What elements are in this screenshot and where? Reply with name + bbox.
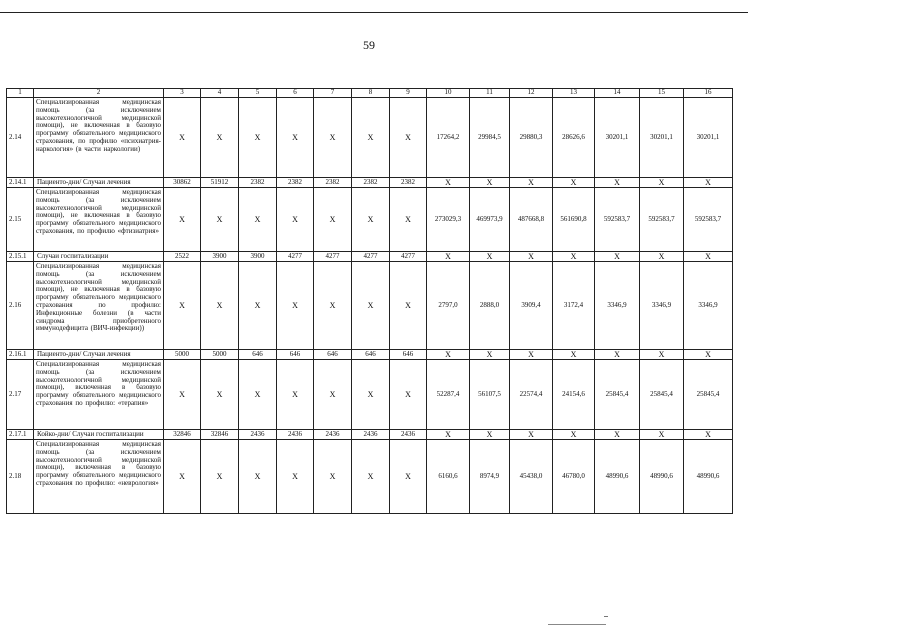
table-cell: X: [470, 430, 510, 440]
table-row: [7, 430, 733, 440]
column-number: 4: [201, 89, 239, 98]
column-number: 10: [427, 89, 470, 98]
data-table: [6, 88, 733, 514]
column-number: 5: [239, 89, 277, 98]
table-cell: 2382: [352, 178, 390, 188]
table-cell: 30201,1: [684, 98, 733, 178]
row-index: 2.14.1: [7, 178, 34, 188]
table-cell: 4277: [352, 252, 390, 262]
column-number: 1: [7, 89, 34, 98]
table-cell: 6160,6: [427, 440, 470, 514]
row-index: 2.16: [7, 262, 34, 350]
table-row: [7, 252, 733, 262]
table-cell: X: [390, 188, 427, 252]
row-index: 2.15.1: [7, 252, 34, 262]
column-number: 6: [277, 89, 314, 98]
table-cell: 24154,6: [553, 360, 595, 430]
table-cell: 646: [352, 350, 390, 360]
table-cell: 30201,1: [595, 98, 640, 178]
table-cell: X: [640, 430, 684, 440]
row-description: Специализированная медицинская помощь (за исключением высокотехнологичной медицинской помощи), не включенная в базовую программу обязательного медицинского страхования, по профилю «фтизиатрия»: [34, 188, 164, 252]
table-cell: 3346,9: [595, 262, 640, 350]
table-cell: 4277: [314, 252, 352, 262]
page-number: 59: [363, 38, 375, 52]
table-cell: X: [164, 98, 201, 178]
table-cell: 2436: [314, 430, 352, 440]
table-cell: X: [390, 262, 427, 350]
table-cell: 5000: [201, 350, 239, 360]
table-cell: 2382: [239, 178, 277, 188]
top-rule: [0, 12, 748, 13]
column-number: 12: [510, 89, 553, 98]
table-cell: 2888,0: [470, 262, 510, 350]
table-cell: X: [239, 262, 277, 350]
table-cell: X: [352, 360, 390, 430]
table-cell: 273029,3: [427, 188, 470, 252]
table-cell: 8974,9: [470, 440, 510, 514]
table-cell: 29984,5: [470, 98, 510, 178]
table-cell: X: [277, 98, 314, 178]
table-cell: X: [164, 188, 201, 252]
table-cell: 25845,4: [684, 360, 733, 430]
table-row: [7, 188, 733, 252]
table-cell: X: [277, 440, 314, 514]
row-unit-label: Пациенто-дни/ Случаи лечения: [34, 178, 164, 188]
table-cell: X: [277, 360, 314, 430]
table-cell: 2797,0: [427, 262, 470, 350]
table-cell: 48990,6: [640, 440, 684, 514]
row-index: 2.14: [7, 98, 34, 178]
table-cell: 29880,3: [510, 98, 553, 178]
row-index: 2.15: [7, 188, 34, 252]
table-cell: 3900: [201, 252, 239, 262]
table-cell: 646: [390, 350, 427, 360]
table-cell: X: [201, 440, 239, 514]
table-cell: X: [352, 262, 390, 350]
table-cell: X: [314, 188, 352, 252]
table-cell: X: [239, 360, 277, 430]
row-unit-label: Случаи госпитализации: [34, 252, 164, 262]
table-cell: 2382: [277, 178, 314, 188]
table-cell: X: [390, 360, 427, 430]
table-cell: X: [470, 350, 510, 360]
table-cell: X: [553, 252, 595, 262]
table-cell: 3346,9: [684, 262, 733, 350]
table-cell: X: [277, 262, 314, 350]
table-cell: 4277: [277, 252, 314, 262]
table-cell: 2382: [314, 178, 352, 188]
table-cell: X: [352, 98, 390, 178]
table-cell: X: [684, 430, 733, 440]
table-cell: X: [510, 252, 553, 262]
table-cell: X: [352, 188, 390, 252]
table-cell: X: [640, 252, 684, 262]
table-cell: 646: [277, 350, 314, 360]
table-cell: X: [510, 430, 553, 440]
table-cell: 561690,8: [553, 188, 595, 252]
table-cell: X: [553, 430, 595, 440]
table-cell: 4277: [390, 252, 427, 262]
table-cell: 30862: [164, 178, 201, 188]
table-cell: 2436: [239, 430, 277, 440]
table-cell: X: [314, 98, 352, 178]
column-number: 7: [314, 89, 352, 98]
table-cell: X: [427, 252, 470, 262]
table-cell: 52287,4: [427, 360, 470, 430]
row-description: Специализированная медицинская помощь (за исключением высокотехнологичной медицинской помощи), не включенная в базовую программу обязательного медицинского страхования по профилю: Инфекционные болезни (в части синдрома приобретенного иммунодефицита (ВИЧ-инфекции)): [34, 262, 164, 350]
table-row: [7, 350, 733, 360]
table-cell: X: [510, 178, 553, 188]
table-cell: X: [553, 178, 595, 188]
column-number: 9: [390, 89, 427, 98]
table-cell: 3172,4: [553, 262, 595, 350]
table-cell: X: [314, 440, 352, 514]
table-cell: 32846: [201, 430, 239, 440]
row-unit-label: Койко-дни/ Случаи госпитализации: [34, 430, 164, 440]
table-cell: 17264,2: [427, 98, 470, 178]
table-cell: 592583,7: [684, 188, 733, 252]
table-row: [7, 178, 733, 188]
table-cell: X: [640, 350, 684, 360]
table-cell: 30201,1: [640, 98, 684, 178]
table-cell: 25845,4: [595, 360, 640, 430]
table-cell: X: [201, 262, 239, 350]
table-cell: X: [427, 178, 470, 188]
table-cell: 3346,9: [640, 262, 684, 350]
table-cell: X: [201, 360, 239, 430]
table-cell: 48990,6: [684, 440, 733, 514]
table-cell: X: [553, 350, 595, 360]
table-cell: 646: [314, 350, 352, 360]
table-cell: X: [277, 188, 314, 252]
table-cell: 2382: [390, 178, 427, 188]
column-number: 14: [595, 89, 640, 98]
row-index: 2.17: [7, 360, 34, 430]
table-cell: 25845,4: [640, 360, 684, 430]
table-row: [7, 440, 733, 514]
row-description: Специализированная медицинская помощь (за исключением высокотехнологичной медицинской помощи), включенная в базовую программу обязательного медицинского страхования по профилю: «неврология»: [34, 440, 164, 514]
table-cell: X: [239, 98, 277, 178]
table-cell: 45438,0: [510, 440, 553, 514]
column-number: 13: [553, 89, 595, 98]
bottom-dash: [604, 616, 608, 617]
table-cell: 46780,0: [553, 440, 595, 514]
table-cell: 487668,8: [510, 188, 553, 252]
table-cell: X: [684, 350, 733, 360]
table-cell: X: [640, 178, 684, 188]
table-cell: X: [239, 188, 277, 252]
table-cell: 5000: [164, 350, 201, 360]
table-cell: 51912: [201, 178, 239, 188]
table-cell: X: [390, 440, 427, 514]
table-cell: X: [595, 350, 640, 360]
table-cell: X: [201, 188, 239, 252]
row-unit-label: Пациенто-дни/ Случаи лечения: [34, 350, 164, 360]
table-cell: X: [390, 98, 427, 178]
table-cell: 469973,9: [470, 188, 510, 252]
row-index: 2.16.1: [7, 350, 34, 360]
column-number: 16: [684, 89, 733, 98]
table-cell: 3909,4: [510, 262, 553, 350]
row-index: 2.18: [7, 440, 34, 514]
table-cell: X: [684, 252, 733, 262]
table-cell: X: [427, 350, 470, 360]
table-cell: X: [164, 360, 201, 430]
table-cell: X: [510, 350, 553, 360]
table-cell: 2522: [164, 252, 201, 262]
table-cell: X: [595, 430, 640, 440]
table-cell: 32846: [164, 430, 201, 440]
table-row: [7, 360, 733, 430]
table-cell: X: [164, 440, 201, 514]
bottom-rule: [548, 624, 606, 625]
table-cell: X: [595, 252, 640, 262]
table-cell: X: [239, 440, 277, 514]
table-cell: X: [684, 178, 733, 188]
table-cell: X: [352, 440, 390, 514]
table-cell: 592583,7: [595, 188, 640, 252]
table-cell: 48990,6: [595, 440, 640, 514]
table-cell: X: [164, 262, 201, 350]
table-row: [7, 98, 733, 178]
table-cell: X: [201, 98, 239, 178]
table-cell: 2436: [352, 430, 390, 440]
table-cell: 22574,4: [510, 360, 553, 430]
table-cell: X: [470, 178, 510, 188]
row-description: Специализированная медицинская помощь (за исключением высокотехнологичной медицинской помощи), не включенная в базовую программу обязательного медицинского страхования, по профилю «психиатрия-наркология» (в части наркологии): [34, 98, 164, 178]
table-cell: X: [595, 178, 640, 188]
table-cell: 592583,7: [640, 188, 684, 252]
table-cell: 3900: [239, 252, 277, 262]
table-cell: 2436: [277, 430, 314, 440]
column-number: 11: [470, 89, 510, 98]
table-row: [7, 262, 733, 350]
table-cell: 56107,5: [470, 360, 510, 430]
table-cell: X: [314, 262, 352, 350]
column-number: 3: [164, 89, 201, 98]
table-cell: X: [314, 360, 352, 430]
table-cell: 2436: [390, 430, 427, 440]
row-index: 2.17.1: [7, 430, 34, 440]
header-row: [7, 89, 733, 98]
row-description: Специализированная медицинская помощь (за исключением высокотехнологичной медицинской помощи), включенная в базовую программу обязательного медицинского страхования по профилю: «терапия»: [34, 360, 164, 430]
column-number: 2: [34, 89, 164, 98]
table-cell: 28626,6: [553, 98, 595, 178]
table-cell: X: [470, 252, 510, 262]
column-number: 15: [640, 89, 684, 98]
table-cell: 646: [239, 350, 277, 360]
column-number: 8: [352, 89, 390, 98]
table-cell: X: [427, 430, 470, 440]
